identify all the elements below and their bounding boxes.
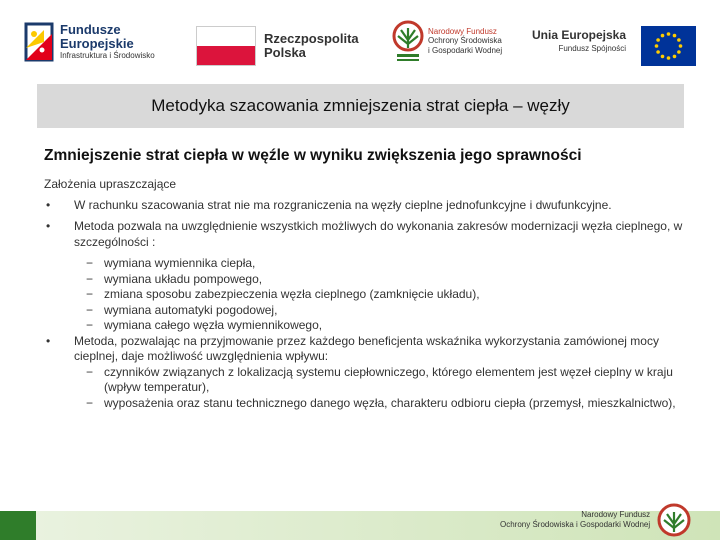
- sub-item: [44, 287, 684, 303]
- fundusze-europejskie-logo: [22, 20, 155, 64]
- ue-line2: Fundusz Spójności: [558, 44, 627, 53]
- eu-flag-icon: [641, 26, 696, 66]
- fundusze-europejskie-icon: [22, 20, 56, 64]
- bullet-text: Metoda, pozwalając na przyjmowanie przez każdego beneficjenta wskaźnika wykorzystania zamówionej mocy cieplnej, daje możliwość uwzględnienia wpływu:: [74, 333, 659, 363]
- bullet-text: W rachunku szacowania strat nie ma rozgraniczenia na węzły cieplne jednofunkcyjne i dwufunkcyjne.: [74, 197, 612, 212]
- sub-marker: −: [86, 256, 94, 270]
- sub-marker: −: [86, 287, 94, 301]
- sub-item-text: wyposażenia oraz stanu technicznego danego węzła, charakteru odbioru ciepła (przemysł, mieszkalnictwo),: [104, 395, 676, 410]
- nfosigw-logo: [392, 18, 502, 64]
- sub-item: [44, 365, 684, 396]
- nf-line1: Narodowy Fundusz: [428, 27, 497, 37]
- footer-line1: Narodowy Fundusz: [581, 510, 651, 520]
- nf-line2: Ochrony Środowiska: [428, 36, 502, 46]
- sub-item: [44, 396, 684, 412]
- bullet-marker: •: [46, 219, 51, 233]
- footer-nfosigw-logo: [500, 502, 692, 538]
- sub-item-text: wymiana wymiennika ciepła,: [104, 256, 256, 270]
- sub-item-text: czynników związanych z lokalizacją systemu ciepłowniczego, którego elementem jest węzeł cieplny w kraju (wpływ temperatur),: [104, 364, 673, 394]
- sub-marker: −: [86, 318, 94, 332]
- sub-marker: −: [86, 395, 94, 410]
- title-bar: [37, 84, 684, 128]
- sub-item: [44, 303, 684, 319]
- bullet-item: [44, 334, 684, 365]
- rzeczpospolita-logo: [196, 26, 359, 66]
- polish-flag-icon: [196, 26, 256, 66]
- bullet-item: [44, 198, 684, 214]
- rp-line1: Rzeczpospolita: [264, 30, 359, 46]
- nfosigw-footer-icon: [656, 502, 692, 538]
- bullet-marker: •: [46, 333, 51, 348]
- page-title: Metodyka szacowania zmniejszenia strat ciepła – węzły: [151, 96, 570, 115]
- header-logos: [0, 0, 720, 78]
- sub-marker: −: [86, 364, 94, 379]
- ue-line1: Unia Europejska: [532, 28, 627, 42]
- bullet-item: [44, 219, 684, 250]
- nfosigw-icon: [392, 18, 424, 64]
- sub-marker: −: [86, 271, 94, 286]
- rp-line2: Polska: [264, 45, 306, 60]
- bullet-marker: •: [46, 197, 51, 212]
- assumptions-heading: Założenia upraszczające: [44, 177, 177, 191]
- sub-item-text: wymiana automatyki pogodowej,: [104, 302, 278, 317]
- sub-item: [44, 272, 684, 288]
- nf-line3: i Gospodarki Wodnej: [428, 45, 503, 55]
- sub-item: [44, 256, 684, 272]
- sub-item-text: wymiana całego węzła wymiennikowego,: [104, 318, 323, 332]
- bullet-text: Metoda pozwala na uwzględnienie wszystkich możliwych do wykonania zakresów modernizacji węzła cieplnego, w szczególności :: [74, 219, 683, 249]
- sub-item-text: wymiana układu pompowego,: [104, 271, 263, 286]
- unia-europejska-logo: [532, 28, 626, 53]
- fe-line3: Infrastruktura i Środowisko: [60, 51, 155, 61]
- sub-item: [44, 318, 684, 334]
- sub-marker: −: [86, 302, 94, 317]
- sub-item-text: zmiana sposobu zabezpieczenia węzła cieplnego (zamknięcie układu),: [104, 287, 480, 301]
- section-subtitle: Zmniejszenie strat ciepła w węźle w wyniku zwiększenia jego sprawności: [44, 147, 582, 164]
- content-body: [44, 177, 684, 411]
- footer-line2: Ochrony Środowiska i Gospodarki Wodnej: [500, 520, 651, 529]
- fe-line1: Fundusze: [60, 22, 121, 38]
- fe-line2: Europejskie: [60, 35, 134, 51]
